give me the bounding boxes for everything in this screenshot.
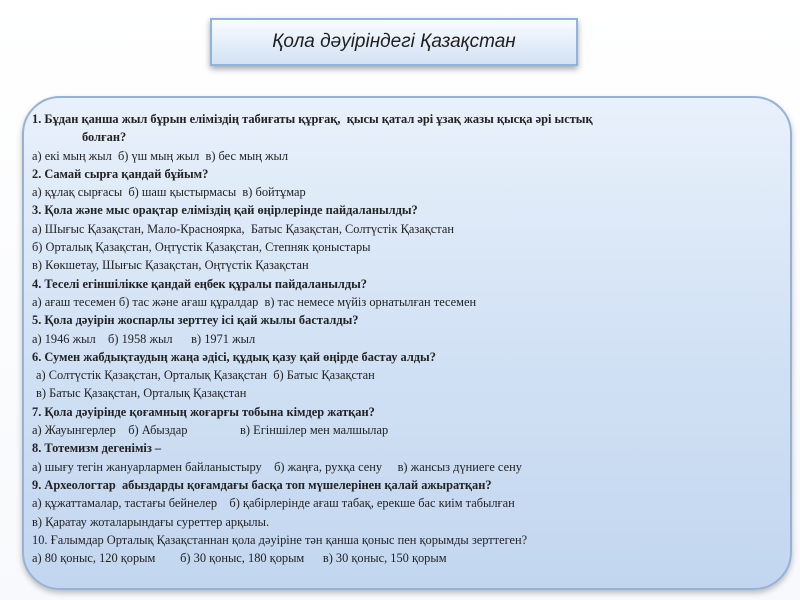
answers-2: а) құлақ сырғасы б) шаш қыстырмасы в) бойтұмар	[32, 185, 306, 200]
question-4: 4. Теселі егіншілікке қандай еңбек құралы пайдаланылды?	[32, 276, 367, 291]
answer-9c: в) Қаратау жоталарындағы суреттер арқылы.	[32, 514, 270, 529]
answers-1: а) екі мың жыл б) үш мың жыл в) бес мың жыл	[32, 148, 289, 163]
answer-6c: в) Батыс Қазақстан, Орталық Қазақстан	[36, 386, 247, 401]
question-1: 1. Бұдан қанша жыл бұрын еліміздің табиғаты құрғақ, қысы қатал әрі ұзақ жазы қысқа әрі ыстық	[32, 112, 593, 126]
question-10: 10. Ғалымдар Орталық Қазақстаннан қола дәуіріне тән қанша қоныс пен қорымды зерттеген?	[32, 532, 528, 547]
answer-3b: б) Орталық Қазақстан, Оңтүстік Қазақстан, Степняк қоныстары	[32, 240, 371, 255]
answers-10: а) 80 қоныс, 120 қорым б) 30 қоныс, 180 қорым в) 30 қоныс, 150 қорым	[32, 551, 447, 566]
answer-3c: в) Көкшетау, Шығыс Қазақстан, Оңтүстік Қазақстан	[32, 258, 309, 273]
question-8: 8. Тотемизм дегеніміз –	[32, 441, 162, 456]
question-5: 5. Қола дәуірін жоспарлы зерттеу ісі қай жылы басталды?	[32, 313, 359, 328]
question-7: 7. Қола дәуірінде қоғамның жоғарғы тобына кімдер жатқан?	[32, 404, 375, 419]
quiz-content	[32, 110, 780, 567]
question-6: 6. Сумен жабдықтаудың жаңа әдісі, құдық қазу қай өңірде бастау алды?	[32, 349, 436, 364]
answer-6ab: а) Солтүстік Қазақстан, Орталық Қазақстан б) Батыс Қазақстан	[36, 368, 375, 383]
answer-9ab: а) құжаттамалар, тастағы бейнелер б) қабірлерінде ағаш табақ, ерекше бас киім табылған	[32, 496, 515, 511]
question-3: 3. Қола және мыс орақтар еліміздің қай өңірлерінде пайдаланылды?	[32, 203, 418, 218]
answer-3a: а) Шығыс Қазақстан, Мало-Красноярка, Батыс Қазақстан, Солтүстік Қазақстан	[32, 221, 454, 236]
answers-7: а) Жауынгерлер б) Абыздар в) Егіншілер мен малшылар	[32, 423, 389, 438]
question-2: 2. Самай сырға қандай бұйым?	[32, 166, 209, 181]
answers-5: а) 1946 жыл б) 1958 жыл в) 1971 жыл	[32, 331, 256, 346]
answers-4: а) ағаш тесемен б) тас және ағаш құралдар в) тас немесе мүйіз орнатылған тесемен	[32, 294, 477, 309]
question-1-continued: болған?	[82, 130, 127, 145]
slide-title: Қола дәуіріндегі Қазақстан	[210, 18, 578, 66]
answers-8: а) шығу тегін жануарлармен байланыстыру б) жаңға, рухқа сену в) жансыз дүниеге сену	[32, 459, 522, 474]
quiz-panel	[22, 96, 792, 590]
question-9: 9. Археологтар абыздарды қоғамдағы басқа топ мүшелерінен қалай ажыратқан?	[32, 477, 492, 492]
